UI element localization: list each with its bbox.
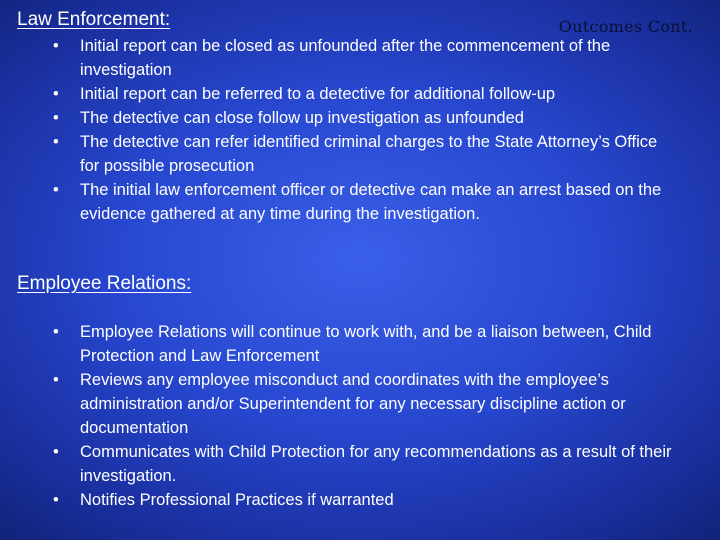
law-enforcement-item: • The detective can close follow up investigation as unfounded <box>53 106 665 130</box>
employee-relations-item: • Communicates with Child Protection for any recommendations as a result of their investigation. <box>53 440 693 488</box>
employee-relations-list <box>53 320 693 512</box>
law-enforcement-item: • Initial report can be closed as unfounded after the commencement of the investigation <box>53 34 665 82</box>
law-enforcement-item: • The initial law enforcement officer or detective can make an arrest based on the evidence gathered at any time during the investigation. <box>53 178 665 226</box>
outcomes-cont-label: Outcomes Cont. <box>558 17 693 36</box>
law-enforcement-item: • Initial report can be referred to a detective for additional follow-up <box>53 82 665 106</box>
law-enforcement-item: • The detective can refer identified criminal charges to the State Attorney’s Office for possible prosecution <box>53 130 665 178</box>
employee-relations-item: • Reviews any employee misconduct and coordinates with the employee’s administration and/or Superintendent for any necessary discipline action or documentation <box>53 368 693 440</box>
employee-relations-item: • Employee Relations will continue to work with, and be a liaison between, Child Protection and Law Enforcement <box>53 320 693 368</box>
law-enforcement-list <box>53 34 665 226</box>
law-enforcement-heading: Law Enforcement: <box>17 9 171 30</box>
employee-relations-item: • Notifies Professional Practices if warranted <box>53 488 693 512</box>
employee-relations-heading: Employee Relations: <box>17 273 192 294</box>
